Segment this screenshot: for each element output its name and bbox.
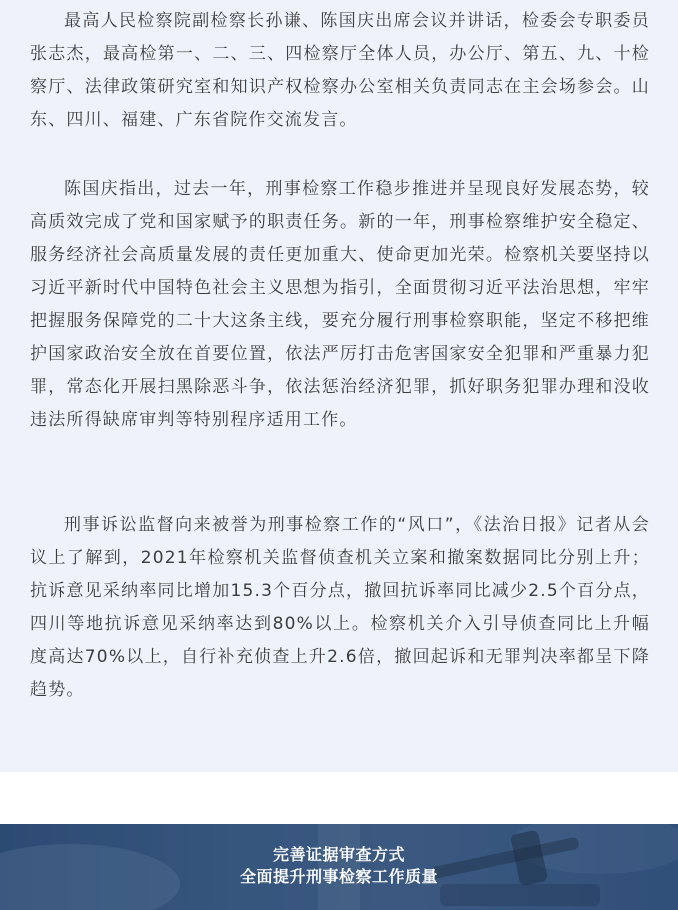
- banner-title-line-1: 完善证据审查方式: [272, 845, 405, 864]
- section-header-banner: [0, 824, 678, 910]
- article-paragraph: 陈国庆指出，过去一年，刑事检察工作稳步推进并呈现良好发展态势，较高质效完成了党和国家赋予的职责任务。新的一年，刑事检察维护安全稳定、服务经济社会高质量发展的责任更加重大、使命更加光荣。检察机关要坚持以习近平新时代中国特色社会主义思想为指引，全面贯彻习近平法治思想，牢牢把握服务保障党的二十大这条主线，要充分履行刑事检察职能，坚定不移把维护国家政治安全放在首要位置，依法严厉打击危害国家安全犯罪和严重暴力犯罪，常态化开展扫黑除恶斗争，依法惩治经济犯罪，抓好职务犯罪办理和没收违法所得缺席审判等特别程序适用工作。: [30, 179, 650, 430]
- article-paragraph: 刑事诉讼监督向来被誉为刑事检察工作的“风口”，《法治日报》记者从会议上了解到，2021年检察机关监督侦查机关立案和撤案数据同比分别上升；抗诉意见采纳率同比增加15.3个百分点，撤回抗诉率同比减少2.5个百分点，四川等地抗诉意见采纳率达到80%以上。检察机关介入引导侦查同比上升幅度高达70%以上，自行补充侦查上升2.6倍，撤回起诉和无罪判决率都呈下降趋势。: [30, 515, 650, 700]
- banner-title: [0, 844, 678, 888]
- article-paragraph: 最高人民检察院副检察长孙谦、陈国庆出席会议并讲话，检委会专职委员张志杰，最高检第一、二、三、四检察厅全体人员，办公厅、第五、九、十检察厅、法律政策研究室和知识产权检察办公室相关负责同志在主会场参会。山东、四川、福建、广东省院作交流发言。: [30, 11, 650, 130]
- banner-title-line-2: 全面提升刑事检察工作质量: [239, 867, 438, 886]
